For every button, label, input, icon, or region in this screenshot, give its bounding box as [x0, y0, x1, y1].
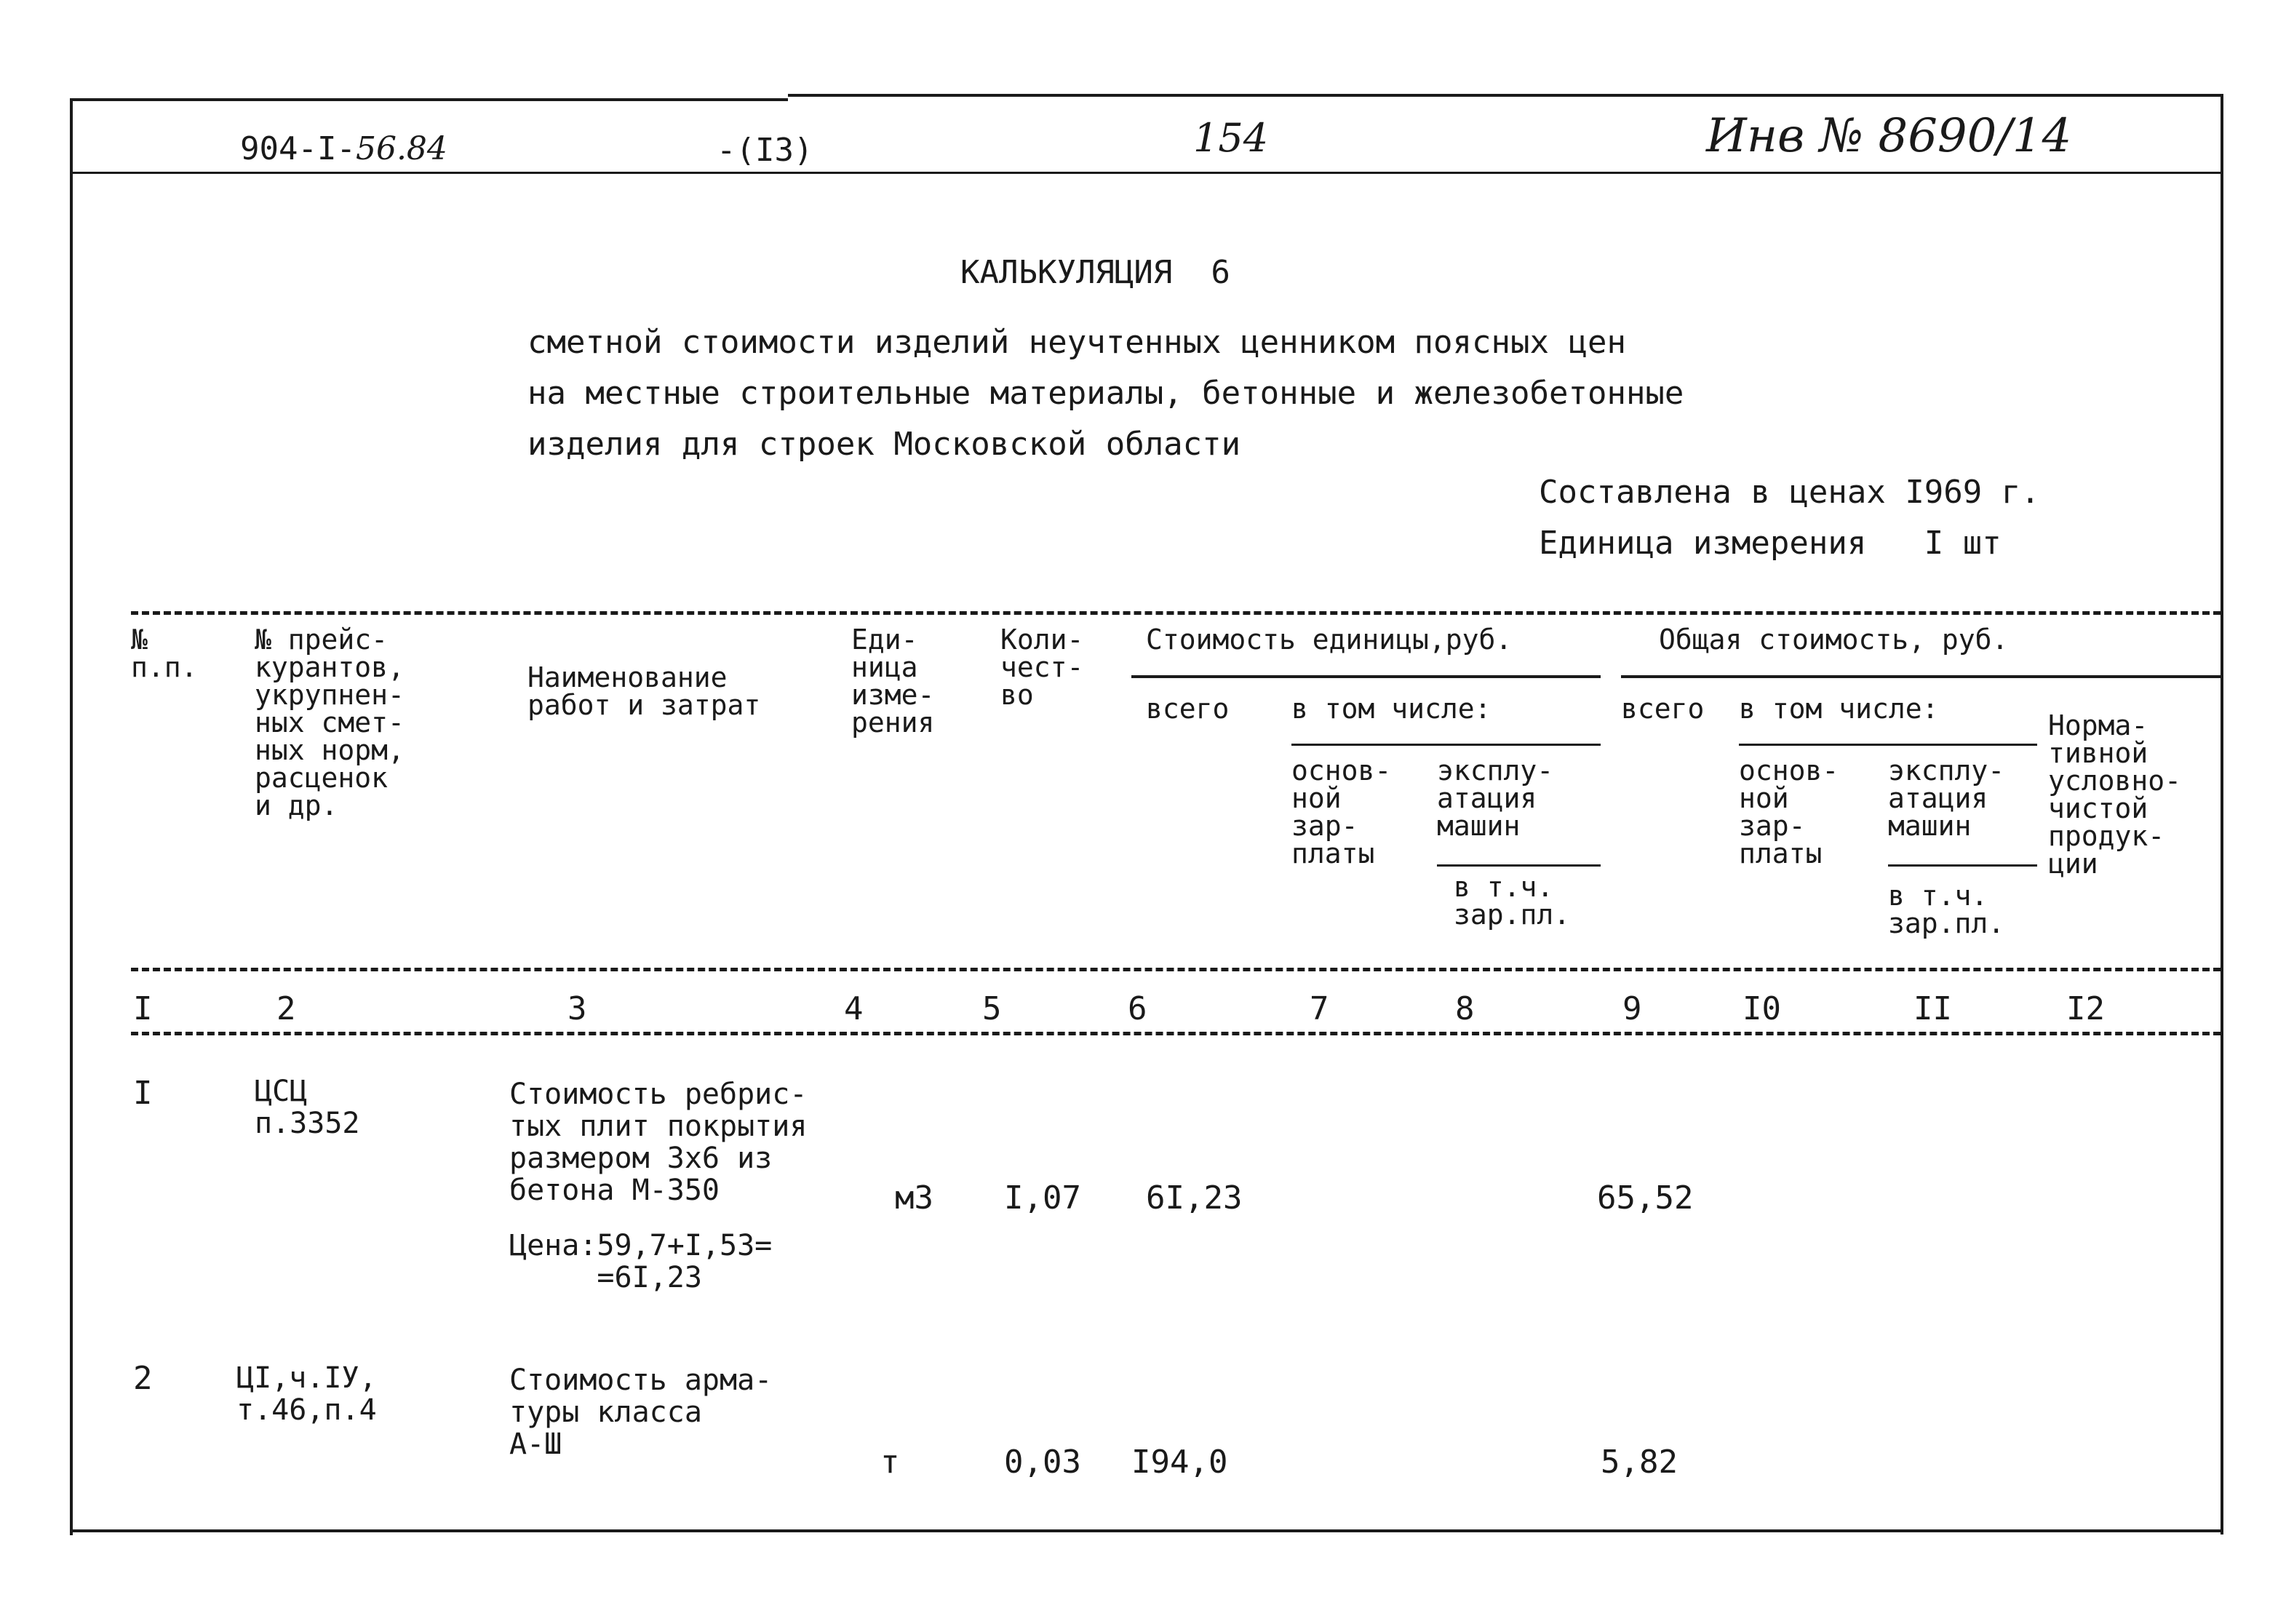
row-unit: м3	[895, 1179, 933, 1217]
frame-left	[70, 98, 73, 1535]
row-number: 2	[133, 1360, 153, 1397]
row-quantity: 0,03	[1004, 1444, 1081, 1481]
row-price-note: Цена:59,7+I,53= =6I,23	[509, 1229, 773, 1294]
col-group-unit-cost: Стоимость единицы,руб.	[1146, 624, 1513, 656]
column-number: 3	[567, 990, 587, 1027]
col-header-name: Наименование работ и затрат	[527, 661, 761, 721]
unit-incl-rule	[1291, 744, 1601, 746]
column-number: I0	[1743, 990, 1781, 1027]
column-number: I	[133, 990, 153, 1027]
row-quantity: I,07	[1004, 1179, 1081, 1217]
row-grand-total: 65,52	[1597, 1179, 1694, 1217]
column-number: II	[1913, 990, 1952, 1027]
subtitle-line-1: сметной стоимости изделий неучтенных ценником поясных цен	[527, 324, 1626, 361]
col-header-quantity: Коли- чест- во	[1000, 624, 1084, 711]
col-header-total-wages: основ- ной зар- платы	[1739, 755, 1839, 869]
subtitle-line-3: изделия для строек Московской области	[527, 426, 1241, 463]
header-rule	[71, 172, 2223, 174]
frame-top-right	[788, 94, 2223, 97]
row-name: Стоимость арма- туры класса А-Ш	[509, 1364, 773, 1461]
row-grand-total: 5,82	[1601, 1444, 1678, 1481]
column-number: 9	[1622, 990, 1642, 1027]
row-unit-total: I94,0	[1131, 1444, 1228, 1481]
prices-note: Составлена в ценах I969 г.	[1539, 474, 2040, 511]
col-header-total-total: всего	[1621, 693, 1705, 725]
column-number: I2	[2066, 990, 2105, 1027]
header-bottom-dashed-rule	[131, 968, 2221, 971]
col-header-unit-incl: в том числе:	[1291, 693, 1492, 725]
col-header-unit-machines: эксплу- атация машин	[1437, 755, 1554, 842]
frame-right	[2221, 94, 2223, 1535]
col-header-normative: Норма- тивной условно- чистой продук- ции	[2048, 709, 2182, 880]
column-numbers-dashed-rule	[131, 1032, 2221, 1035]
row-unit-total: 6I,23	[1146, 1179, 1243, 1217]
column-number: 7	[1310, 990, 1329, 1027]
table-top-dashed-rule	[131, 611, 2221, 615]
col-header-total-machines-wage: в т.ч. зар.пл.	[1888, 880, 2005, 939]
inventory-number: Инв № 8690/14	[1706, 109, 2072, 163]
col-header-pricelist: № прейс- курантов, укрупнен- ных смет- ных норм, расценок и др.	[255, 624, 405, 821]
total-incl-rule	[1739, 744, 2037, 746]
document-code-handwritten: 56.84	[355, 130, 447, 167]
col-header-number: № п.п.	[131, 624, 198, 683]
column-number: 6	[1128, 990, 1147, 1027]
column-number: 5	[982, 990, 1002, 1027]
unit-machines-rule	[1437, 864, 1601, 867]
col-group-total-cost: Общая стоимость, руб.	[1659, 624, 2009, 656]
row-unit: т	[880, 1444, 900, 1481]
unit-cost-rule	[1131, 675, 1601, 678]
col-header-total-machines: эксплу- атация машин	[1888, 755, 2005, 842]
sheet-number: -(I3)	[717, 132, 813, 169]
row-reference: ЦI,ч.IУ, т.46,п.4	[236, 1361, 377, 1427]
column-number: 4	[844, 990, 864, 1027]
frame-bottom	[70, 1529, 2223, 1532]
row-name: Стоимость ребрис- тых плит покрытия размером 3х6 из бетона М-350	[509, 1078, 808, 1207]
col-header-total-incl: в том числе:	[1739, 693, 1939, 725]
document-code	[240, 131, 447, 167]
column-number: 8	[1455, 990, 1475, 1027]
col-header-unit: Еди- ница изме- рения	[851, 624, 935, 739]
col-header-unit-machines-wage: в т.ч. зар.пл.	[1454, 871, 1571, 931]
document-title: КАЛЬКУЛЯЦИЯ 6	[960, 254, 1230, 291]
document-code-print: 904-I-	[240, 130, 356, 167]
page-number: 154	[1193, 115, 1269, 161]
col-header-unit-total: всего	[1146, 693, 1230, 725]
subtitle-line-2: на местные строительные материалы, бетонные и железобетонные	[527, 375, 1684, 412]
col-header-unit-wages: основ- ной зар- платы	[1291, 755, 1392, 869]
total-cost-rule	[1621, 675, 2221, 678]
unit-note: Единица измерения I шт	[1539, 525, 2002, 562]
row-reference: ЦСЦ п.3352	[255, 1075, 360, 1140]
column-number: 2	[276, 990, 296, 1027]
frame-top-left	[71, 98, 788, 101]
row-number: I	[133, 1075, 153, 1112]
total-machines-rule	[1888, 864, 2037, 867]
